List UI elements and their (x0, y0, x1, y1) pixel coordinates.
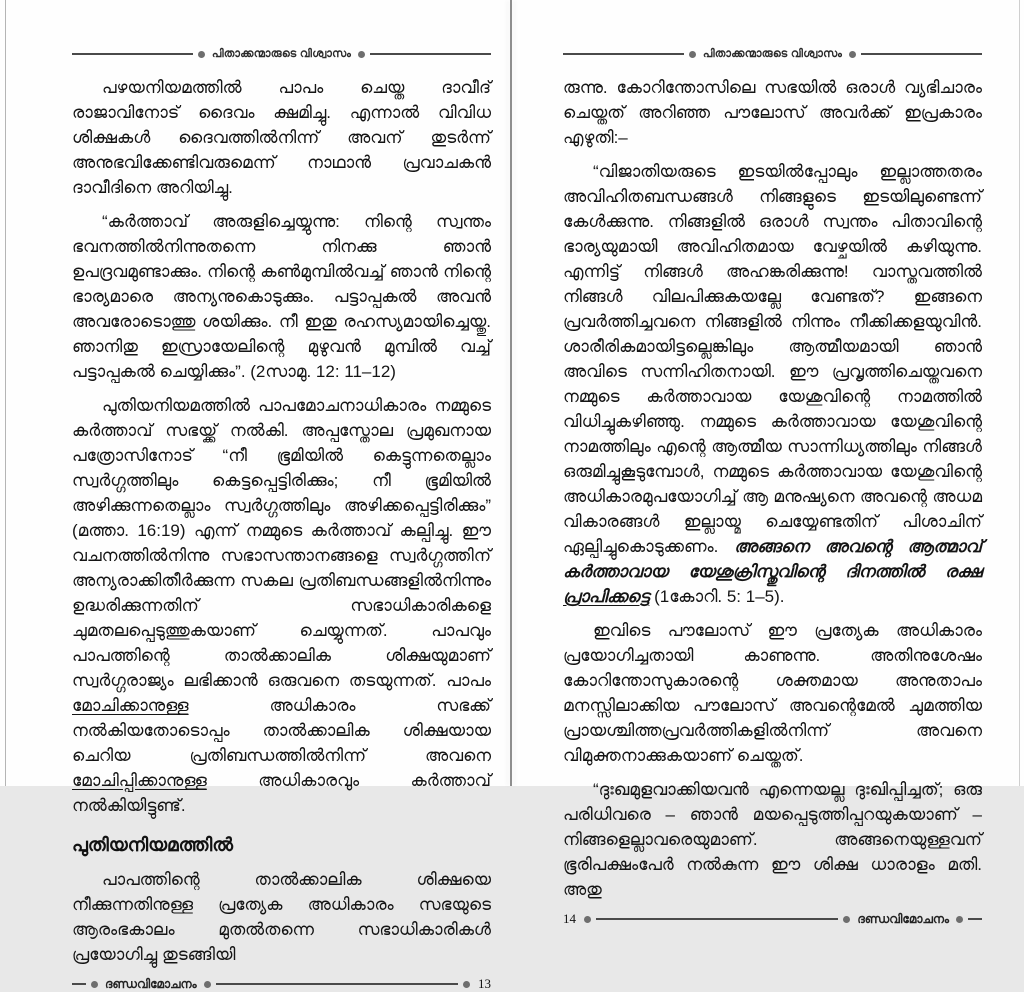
text-segment: പുതിയനിയമത്തിൽ പാപമോചനാധികാരം നമ്മുടെ കർത്താവ് സഭയ്ക്ക് നൽകി. അപ്പസ്തോല പ്രമുഖനായ പത്രോസിനോട് “നീ ഭൂമിയിൽ കെട്ടുന്നതെല്ലാം സ്വർഗ്ഗത്തിലും കെട്ടപ്പെട്ടിരിക്കും; നീ ഭൂമിയിൽ അഴിക്കുന്നതെല്ലാം സ്വർഗ്ഗത്തിലും അഴിക്കപ്പെട്ടിരിക്കും” (മത്താ. 16:19) എന്ന് നമ്മുടെ കർത്താവ് കല്പിച്ചു. ഈ വചനത്തിൽനിന്നു സഭാസന്താനങ്ങളെ സ്വർഗ്ഗത്തിന് അന്യരാക്കിതീർക്കുന്ന സകല പ്രതിബന്ധങ്ങളിൽനിന്നും ഉദ്ധരിക്കുന്നതിന് സഭാധികാരികളെ ചുമതലപ്പെടുത്തുകയാണ് ചെയ്യുന്നത്. പാപവും പാപത്തിന്റെ താൽക്കാലിക ശിക്ഷയുമാണ് സ്വർഗ്ഗരാജ്യം ലഭിക്കാൻ ഒരുവനെ തടയുന്നത്. പാപം (72, 396, 491, 690)
page-left-body (72, 75, 491, 976)
text-segment: (1കോറി. 5: 1–5). (649, 587, 785, 606)
footer-rule-short (968, 918, 982, 920)
bold-italic-underlined-word: പ്രാപിക്കട്ടെ (563, 587, 650, 606)
running-header-right (563, 46, 982, 62)
paragraph-paul-exercised-authority: ഇവിടെ പൗലോസ് ഈ പ്രത്യേക അധികാരം പ്രയോഗിച്ചതായി കാണുന്നു. അതിനുശേഷം കോറിന്തോസുകാരന്റെ ശക്തമായ അനുതാപം മനസ്സിലാക്കിയ പൗലോസ് അവന്റെമേൽ ചുമത്തിയ പ്രായശ്ചിത്തപ്രവർത്തികളിൽനിന്ന് അവനെ വിമുക്തനാക്കുകയാണ് ചെയ്തത്. (563, 621, 982, 765)
bullet-dot-icon (843, 916, 850, 923)
header-rule-left (563, 53, 684, 55)
bullet-dot-icon (204, 981, 211, 988)
page-left (6, 0, 510, 991)
page-right (512, 0, 1020, 926)
paragraph-church-authority-start: പാപത്തിന്റെ താൽക്കാലിക ശിക്ഷയെ നീക്കുന്നതിനുള്ള പ്രത്യേക അധികാരം സഭയുടെ ആരംഭകാലം മുതൽതന്നെ സഭാധികാരികൾ പ്രയോഗിച്ചു തുടങ്ങിയി (72, 870, 491, 964)
running-header-left (72, 46, 491, 62)
bullet-dot-icon (463, 981, 470, 988)
paragraph-david-forgiven: പഴയനിയമത്തിൽ പാപം ചെയ്ത ദാവീദ് രാജാവിനോട് ദൈവം ക്ഷമിച്ചു. എന്നാൽ വിവിധ ശിക്ഷകൾ ദൈവത്തിൽനിന്ന് അവന് തുടർന്ന് അനുഭവിക്കേണ്ടിവരുമെന്ന് നാഥാൻ പ്രവാചകൻ ദാവീദിനെ അറിയിച്ചു. (72, 78, 491, 197)
bold-italic-segment: അങ്ങനെ അവന്റെ ആത്മാവ് കർത്താവായ യേശുക്രിസ്തുവിന്റെ ദിനത്തിൽ രക്ഷ (563, 537, 982, 581)
bullet-dot-icon (584, 916, 591, 923)
footer-rule-short (72, 983, 86, 985)
running-footer-right (563, 911, 982, 927)
text-segment: അധികാരവും കർത്താവ് നൽകിയിട്ടുണ്ട്. (72, 771, 491, 815)
page-right-body (563, 75, 982, 911)
header-rule-left (72, 53, 193, 55)
section-heading: പുതിയനിയമത്തിൽ (72, 834, 233, 855)
running-header-title: പിതാക്കന്മാരുടെ വിശ്വാസം (702, 47, 843, 60)
paragraph-paul-quote (563, 159, 982, 609)
running-footer-title: ദണ്ഡവിമോചനം (857, 911, 949, 926)
paragraph-samuel-quote: “കർത്താവ് അരുളിച്ചെയ്യുന്നു: നിന്റെ സ്വന്തം ഭവനത്തിൽനിന്നുതന്നെ നിനക്കു ഞാൻ ഉപദ്രവമുണ്ടാക്കും. നിന്റെ കൺമുമ്പിൽവച്ച് ഞാൻ നിന്റെ ഭാര്യമാരെ അന്യനുകൊടുക്കും. പട്ടാപ്പകൽ അവൻ അവരോടൊത്തു ശയിക്കും. നീ ഇതു രഹസ്യമായിച്ചെയ്തു. ഞാനിതു ഇസ്രായേലിന്റെ മുഴുവൻ മുമ്പിൽ വച്ച് പട്ടാപ്പകൽ ചെയ്യിക്കും”. (2സാമു. 12: 11–12) (72, 212, 491, 381)
footer-rule-long (596, 918, 838, 920)
footer-rule-long (216, 983, 458, 985)
text-segment: “വിജാതിയരുടെ ഇടയിൽപ്പോലും ഇല്ലാത്തതരം അവിഹിതബന്ധങ്ങൾ നിങ്ങളുടെ ഇടയിലുണ്ടെന്ന് കേൾക്കുന്നു. നിങ്ങളിൽ ഒരാൾ സ്വന്തം പിതാവിന്റെ ഭാര്യയുമായി അവിഹിതമായ വേഴ്ചയിൽ കഴിയുന്നു. എന്നിട്ട് നിങ്ങൾ അഹങ്കരിക്കുന്നു! വാസ്തവത്തിൽ നിങ്ങൾ വിലപിക്കുകയല്ലേ വേണ്ടത്? ഇങ്ങനെ പ്രവർത്തിച്ചവനെ നിങ്ങളിൽ നിന്നും നീക്കിക്കളയുവിൻ. ശാരീരികമായിട്ടല്ലെങ്കിലും ആത്മീയമായി ഞാൻ അവിടെ സന്നിഹിതനായി. ഈ പ്രവൃത്തിചെയ്തവനെ നമ്മുടെ കർത്താവായ യേശുവിന്റെ നാമത്തിൽ വിധിച്ചുകഴിഞ്ഞു. നമ്മുടെ കർത്താവായ യേശുവിന്റെ നാമത്തിലും എന്റെ ആത്മീയ സാന്നിധ്യത്തിലും നിങ്ങൾ ഒരുമിച്ചുകൂടുമ്പോൾ, നമ്മുടെ കർത്താവായ യേശുവിന്റെ അധികാരമുപയോഗിച്ച് ആ മനുഷ്യനെ അവന്റെ അധമ വികാരങ്ങൾ ഇല്ലായ്മ ചെയ്യേണ്ടതിന് പിശാചിന് ഏല്പിച്ചുകൊടുക്കണം. (563, 162, 982, 556)
bullet-dot-icon (198, 51, 205, 58)
page-number: 14 (563, 911, 576, 926)
header-rule-right (370, 53, 491, 55)
paragraph-new-testament-authority (72, 393, 491, 818)
bullet-dot-icon (689, 51, 696, 58)
header-rule-right (861, 53, 982, 55)
underlined-word: മോചിപ്പിക്കാനുള്ള (72, 771, 207, 790)
text-segment: അധികാരം സഭക്ക് നൽകിയതോടൊപ്പം താൽക്കാലിക ശിക്ഷയായ ചെറിയ പ്രതിബന്ധത്തിൽനിന്ന് അവനെ (72, 696, 491, 765)
running-footer-left (72, 976, 491, 992)
bullet-dot-icon (956, 916, 963, 923)
paragraph-corinthians-intro: രുന്നു. കോറിന്തോസിലെ സഭയിൽ ഒരാൾ വ്യഭിചാരം ചെയ്തത് അറിഞ്ഞ പൗലോസ് അവർക്ക് ഇപ്രകാരം എഴുതി:– (563, 78, 982, 147)
page-number: 13 (478, 976, 491, 991)
bullet-dot-icon (91, 981, 98, 988)
running-footer-title: ദണ്ഡവിമോചനം (105, 976, 197, 991)
bullet-dot-icon (358, 51, 365, 58)
paragraph-sorrow-quote: “ദുഃഖമുളവാക്കിയവൻ എന്നെയല്ല ദുഃഖിപ്പിച്ചത്; ഒരു പരിധിവരെ – ഞാൻ മയപ്പെടുത്തിപ്പറയുകയാണ് – നിങ്ങളെല്ലാവരെയുമാണ്. അങ്ങനെയുള്ളവന് ഭൂരിപക്ഷംപേർ നൽകുന്ന ഈ ശിക്ഷ ധാരാളം മതി. അതു (563, 780, 982, 899)
running-header-title: പിതാക്കന്മാരുടെ വിശ്വാസം (211, 47, 352, 60)
underlined-word: മോചിക്കാനുള്ള (72, 696, 189, 715)
bullet-dot-icon (849, 51, 856, 58)
